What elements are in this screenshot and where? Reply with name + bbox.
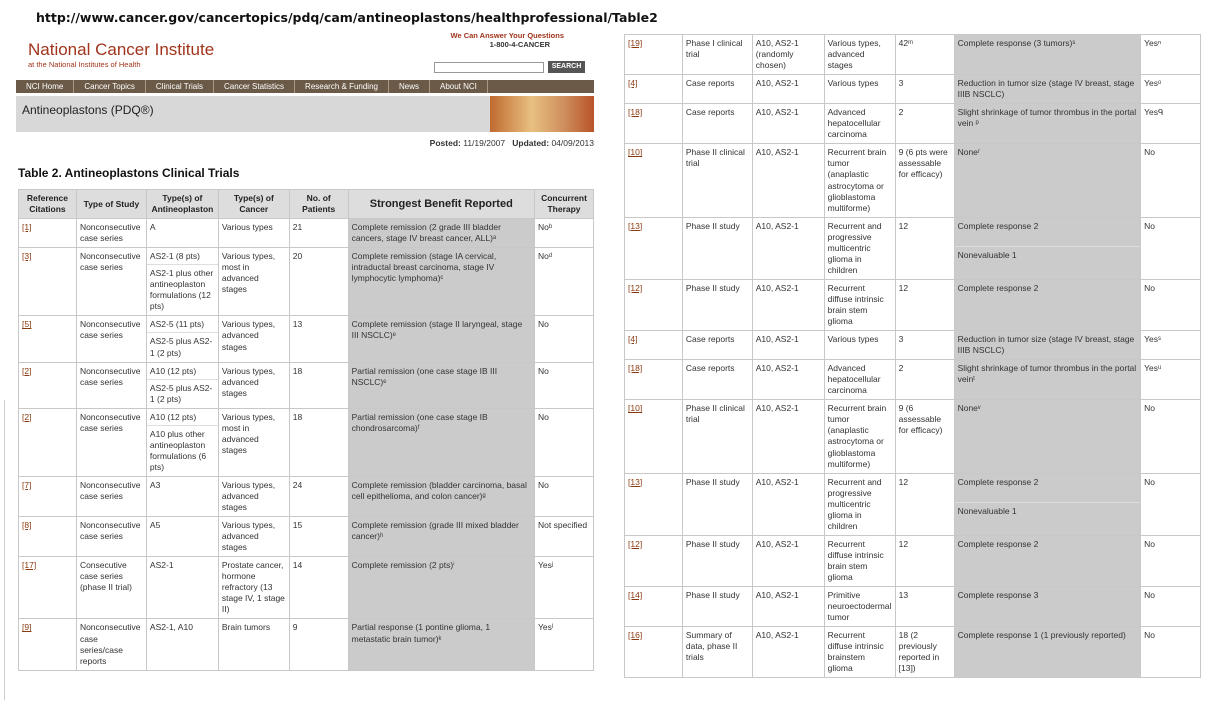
study-type-cell: Case reports	[682, 331, 752, 360]
reference-link[interactable]: [3]	[22, 251, 32, 262]
ref-cell	[625, 331, 683, 360]
antineoplaston-cell	[752, 587, 824, 627]
nav-item[interactable]: NCI Home	[16, 80, 74, 93]
antineoplaston-cell	[146, 557, 218, 619]
study-type-cell: Phase II clinical trial	[682, 400, 752, 473]
therapy-cell: Yesʲ	[535, 557, 594, 619]
benefit-cell	[348, 362, 534, 408]
antineoplaston-cell	[146, 517, 218, 557]
study-type-cell: Phase I clinical trial	[682, 35, 752, 75]
antineoplaston-entry: A10, AS2-1	[755, 334, 799, 345]
table-row	[625, 75, 1201, 104]
benefit-cell	[954, 279, 1141, 330]
antineoplaston-cell	[146, 219, 218, 248]
benefit-entry: Reduction in tumor size (stage IV breast, stage IIIB NSCLC)	[957, 78, 1135, 100]
table-row	[19, 362, 594, 408]
posted-label: Posted:	[429, 138, 461, 148]
cancer-type-cell: Advanced hepatocellular carcinoma	[824, 104, 895, 144]
patients-cell: 3	[895, 75, 954, 104]
site-header	[16, 28, 594, 78]
study-type-cell: Phase II study	[682, 279, 752, 330]
ref-cell	[625, 279, 683, 330]
study-type-cell: Case reports	[682, 75, 752, 104]
ref-cell	[625, 400, 683, 473]
reference-link[interactable]: [10]	[628, 147, 643, 158]
therapy-cell: Not specified	[535, 517, 594, 557]
reference-link[interactable]: [14]	[628, 590, 643, 601]
cancer-type-cell: Various types, advanced stages	[824, 35, 895, 75]
benefit-entry: Complete response (3 tumors)ˢ	[957, 38, 1076, 48]
antineoplaston-entry: AS2-5 (11 pts)	[149, 319, 205, 330]
reference-link[interactable]: [1]	[22, 222, 32, 233]
table-row	[19, 476, 594, 516]
therapy-cell: Yesˡ	[535, 619, 594, 670]
patients-cell: 9 (6 pts were assessable for efficacy)	[895, 144, 954, 217]
benefit-cell	[954, 144, 1141, 217]
antineoplaston-entry: AS2-5 plus AS2-1 (2 pts)	[147, 379, 218, 405]
study-type-cell: Nonconsecutive case series	[76, 219, 146, 248]
reference-link[interactable]: [18]	[628, 363, 643, 374]
benefit-cell	[348, 316, 534, 362]
antineoplaston-cell	[146, 408, 218, 476]
study-type-cell: Phase II study	[682, 217, 752, 279]
antineoplaston-entry: A10, AS2-1	[755, 220, 799, 231]
patients-cell: 2	[895, 360, 954, 400]
benefit-entry: Complete response 3	[957, 590, 1039, 601]
patients-cell: 12	[895, 217, 954, 279]
benefit-entry: Complete response 2	[957, 220, 1039, 231]
study-type-cell: Nonconsecutive case series	[76, 248, 146, 316]
ref-cell	[625, 104, 683, 144]
therapy-cell: No	[535, 362, 594, 408]
posted-dates	[430, 138, 594, 148]
therapy-cell: No	[1141, 627, 1201, 678]
benefit-entry: Complete remission (stage IA cervical, intraductal breast carcinoma, stage IV lymphocytic lymphoma)ᶜ	[351, 251, 497, 284]
patients-cell: 18	[289, 408, 348, 476]
benefit-cell	[954, 217, 1141, 279]
cancer-type-cell: Recurrent and progressive multicentric glioma in children	[824, 473, 895, 535]
ref-cell	[625, 144, 683, 217]
therapy-cell: No	[1141, 217, 1201, 279]
study-type-cell: Phase II study	[682, 473, 752, 535]
table-row	[625, 331, 1201, 360]
benefit-entry: Slight shrinkage of tumor thrombus in the portal veinᵗ	[957, 363, 1137, 385]
ref-cell	[19, 316, 77, 362]
table-row	[625, 217, 1201, 279]
table-row	[625, 627, 1201, 678]
benefit-cell	[954, 75, 1141, 104]
ref-cell	[625, 217, 683, 279]
benefit-cell	[954, 587, 1141, 627]
antineoplaston-cell	[752, 360, 824, 400]
reference-link[interactable]: [9]	[22, 622, 32, 633]
benefit-cell	[348, 476, 534, 516]
table-row	[625, 473, 1201, 535]
antineoplaston-cell	[752, 35, 824, 75]
benefit-entry: Partial response (1 pontine glioma, 1 metastatic brain tumor)ᵏ	[351, 622, 491, 644]
therapy-cell: No	[1141, 400, 1201, 473]
posted-date: 11/19/2007	[463, 138, 506, 148]
benefit-entry: Nonevaluable 1	[955, 246, 1141, 261]
benefit-cell	[348, 408, 534, 476]
patients-cell: 2	[895, 104, 954, 144]
antineoplaston-entry: AS2-5 plus AS2-1 (2 pts)	[147, 332, 218, 358]
therapy-cell: No	[535, 408, 594, 476]
antineoplaston-entry: A10, AS2-1	[755, 282, 799, 293]
reference-link[interactable]: [2]	[22, 365, 32, 376]
antineoplaston-entry: AS2-1	[149, 560, 174, 571]
phone-tagline: We Can Answer Your Questions	[450, 31, 564, 40]
table-title: Table 2. Antineoplastons Clinical Trials	[18, 166, 240, 180]
header-photo	[490, 96, 594, 132]
antineoplaston-entry: A	[149, 222, 156, 233]
benefit-entry: Complete remission (bladder carcinoma, basal cell epithelioma, and colon cancer)ᵍ	[351, 479, 527, 501]
study-type-cell: Nonconsecutive case series	[76, 517, 146, 557]
ref-cell	[625, 473, 683, 535]
patients-cell: 24	[289, 476, 348, 516]
reference-link[interactable]: [19]	[628, 38, 643, 48]
patients-cell: 9	[289, 619, 348, 670]
antineoplaston-entry: A10, AS2-1	[755, 476, 799, 487]
table-row	[625, 35, 1201, 75]
patients-cell: 3	[895, 331, 954, 360]
study-type-cell: Consecutive case series (phase II trial)	[76, 557, 146, 619]
antineoplaston-cell	[146, 619, 218, 670]
antineoplaston-cell	[146, 476, 218, 516]
patients-cell: 13	[289, 316, 348, 362]
right-page	[624, 34, 1204, 696]
table-row	[625, 400, 1201, 473]
benefit-entry: Reduction in tumor size (stage IV breast, stage IIIB NSCLC)	[957, 334, 1135, 356]
nav-item[interactable]: About NCI	[430, 80, 488, 93]
table-row	[625, 587, 1201, 627]
ref-cell	[625, 627, 683, 678]
main-nav	[16, 80, 594, 93]
table-row	[19, 517, 594, 557]
cancer-type-cell: Various types, advanced stages	[218, 517, 289, 557]
antineoplaston-entry: A10, AS2-1	[755, 630, 799, 641]
benefit-entry: Nonevaluable 1	[955, 502, 1141, 517]
patients-cell: 14	[289, 557, 348, 619]
ref-cell	[625, 35, 683, 75]
antineoplaston-cell	[752, 473, 824, 535]
reference-link[interactable]: [16]	[628, 630, 643, 641]
benefit-entry: Complete remission (2 pts)ⁱ	[351, 560, 455, 571]
ref-cell	[19, 517, 77, 557]
cancer-type-cell: Recurrent diffuse intrinsic brainstem glioma	[824, 627, 895, 678]
antineoplaston-entry: A3	[149, 479, 161, 490]
patients-cell: 18	[289, 362, 348, 408]
benefit-cell	[954, 331, 1141, 360]
reference-link[interactable]: [18]	[628, 107, 643, 118]
nav-item[interactable]: News	[389, 80, 430, 93]
trials-table-right	[624, 34, 1201, 678]
left-page	[16, 28, 594, 704]
ref-cell	[19, 248, 77, 316]
reference-link[interactable]: [4]	[628, 78, 638, 89]
antineoplaston-cell	[752, 104, 824, 144]
antineoplaston-cell	[146, 362, 218, 408]
antineoplaston-entry: A10 (12 pts)	[149, 411, 197, 422]
reference-link[interactable]: [4]	[628, 334, 638, 345]
column-header: Reference Citations	[19, 190, 77, 219]
therapy-cell: Yesᑫ	[1141, 104, 1201, 144]
therapy-cell: No	[535, 316, 594, 362]
benefit-cell	[954, 104, 1141, 144]
ref-cell	[625, 75, 683, 104]
benefit-entry: Partial remission (one case stage IB III NSCLC)ᵉ	[351, 365, 498, 387]
cancer-type-cell: Various types, advanced stages	[218, 316, 289, 362]
therapy-cell: Noᵇ	[535, 219, 594, 248]
study-type-cell: Nonconsecutive case series	[76, 476, 146, 516]
cancer-type-cell: Advanced hepatocellular carcinoma	[824, 360, 895, 400]
table-row	[19, 219, 594, 248]
table-row	[19, 248, 594, 316]
benefit-entry: Complete response 1 (1 previously reported)	[957, 630, 1126, 641]
study-type-cell: Phase II clinical trial	[682, 144, 752, 217]
cancer-type-cell: Prostate cancer, hormone refractory (13 stage IV, 1 stage II)	[218, 557, 289, 619]
antineoplaston-entry: A10, AS2-1	[755, 403, 799, 414]
benefit-entry: Complete response 2	[957, 282, 1039, 293]
study-type-cell: Nonconsecutive case series/case reports	[76, 619, 146, 670]
table-row	[625, 535, 1201, 586]
cancer-type-cell: Various types, most in advanced stages	[218, 408, 289, 476]
updated-date: 04/09/2013	[551, 138, 594, 148]
reference-link[interactable]: [17]	[22, 560, 37, 571]
antineoplaston-cell	[752, 75, 824, 104]
patients-cell: 21	[289, 219, 348, 248]
ref-cell	[19, 476, 77, 516]
table-row	[19, 619, 594, 670]
nav-item[interactable]: Clinical Trials	[146, 80, 214, 93]
cancer-type-cell: Recurrent diffuse intrinsic brain stem glioma	[824, 535, 895, 586]
reference-link[interactable]: [8]	[22, 520, 32, 531]
cancer-type-cell: Various types	[824, 331, 895, 360]
antineoplaston-entry: A10, AS2-1 (randomly chosen)	[755, 38, 799, 71]
study-type-cell: Summary of data, phase II trials	[682, 627, 752, 678]
reference-link[interactable]: [12]	[628, 538, 643, 549]
therapy-cell: Yesˢ	[1141, 331, 1201, 360]
benefit-entry: Noneʳ	[957, 147, 980, 158]
page-divider	[4, 400, 5, 700]
antineoplaston-cell	[752, 627, 824, 678]
therapy-cell: No	[1141, 535, 1201, 586]
patients-cell: 18 (2 previously reported in [13])	[895, 627, 954, 678]
ref-cell	[19, 557, 77, 619]
therapy-cell: Yesᵒ	[1141, 75, 1201, 104]
antineoplaston-entry: A10 plus other antineoplaston formulations (6 pts)	[147, 425, 218, 473]
therapy-cell: No	[1141, 587, 1201, 627]
reference-link[interactable]: [5]	[22, 319, 32, 330]
reference-link[interactable]: [13]	[628, 220, 643, 231]
benefit-entry: Complete response 2	[957, 538, 1039, 549]
cancer-type-cell: Various types, advanced stages	[218, 362, 289, 408]
antineoplaston-entry: A10, AS2-1	[755, 590, 799, 601]
benefit-cell	[954, 627, 1141, 678]
cancer-type-cell: Recurrent brain tumor (anaplastic astrocytoma or glioblastoma multiforme)	[824, 144, 895, 217]
benefit-entry: Slight shrinkage of tumor thrombus in the portal vein ᵖ	[957, 107, 1137, 129]
table-row	[625, 279, 1201, 330]
column-header: No. of Patients	[289, 190, 348, 219]
antineoplaston-cell	[752, 144, 824, 217]
antineoplaston-cell	[752, 279, 824, 330]
study-type-cell: Phase II study	[682, 535, 752, 586]
patients-cell: 20	[289, 248, 348, 316]
benefit-cell	[954, 473, 1141, 535]
reference-link[interactable]: [13]	[628, 476, 643, 487]
reference-link[interactable]: [10]	[628, 403, 643, 414]
benefit-cell	[348, 517, 534, 557]
column-header: Strongest Benefit Reported	[348, 190, 534, 219]
table-row	[19, 316, 594, 362]
ref-cell	[625, 587, 683, 627]
trials-table-left	[18, 189, 594, 671]
patients-cell: 12	[895, 279, 954, 330]
benefit-cell	[954, 360, 1141, 400]
antineoplaston-cell	[752, 400, 824, 473]
cancer-type-cell: Brain tumors	[218, 619, 289, 670]
page-title-bar	[16, 96, 594, 132]
benefit-entry: Noneᵛ	[957, 403, 981, 414]
cancer-type-cell: Various types, most in advanced stages	[218, 248, 289, 316]
cancer-type-cell: Various types	[824, 75, 895, 104]
column-header: Type(s) of Antineoplaston	[146, 190, 218, 219]
table-row	[19, 408, 594, 476]
therapy-cell: No	[535, 476, 594, 516]
patients-cell: 9 (6 assessable for efficacy)	[895, 400, 954, 473]
study-type-cell: Case reports	[682, 360, 752, 400]
therapy-cell: Yesⁿ	[1141, 35, 1201, 75]
table-row	[19, 557, 594, 619]
cancer-type-cell: Recurrent diffuse intrinsic brain stem glioma	[824, 279, 895, 330]
study-type-cell: Nonconsecutive case series	[76, 408, 146, 476]
benefit-cell	[954, 400, 1141, 473]
antineoplaston-entry: AS2-1 plus other antineoplaston formulations (12 pts)	[147, 264, 218, 312]
nci-logo-sub: at the National Institutes of Health	[28, 60, 141, 69]
benefit-entry: Complete response 2	[957, 476, 1039, 487]
therapy-cell: No	[1141, 279, 1201, 330]
cancer-type-cell: Various types, advanced stages	[218, 476, 289, 516]
antineoplaston-entry: AS2-1, A10	[149, 622, 193, 633]
patients-cell: 15	[289, 517, 348, 557]
study-type-cell: Case reports	[682, 104, 752, 144]
antineoplaston-entry: A5	[149, 520, 161, 531]
ref-cell	[19, 219, 77, 248]
study-type-cell: Nonconsecutive case series	[76, 362, 146, 408]
ref-cell	[19, 362, 77, 408]
antineoplaston-entry: A10, AS2-1	[755, 363, 799, 374]
therapy-cell: No	[1141, 144, 1201, 217]
antineoplaston-entry: AS2-1 (8 pts)	[149, 251, 200, 262]
ref-cell	[625, 360, 683, 400]
updated-label: Updated:	[512, 138, 550, 148]
ref-cell	[19, 619, 77, 670]
patients-cell: 13	[895, 587, 954, 627]
search-input[interactable]	[434, 62, 544, 73]
therapy-cell: Yesᵘ	[1141, 360, 1201, 400]
ref-cell	[625, 535, 683, 586]
benefit-cell	[348, 219, 534, 248]
patients-cell: 12	[895, 535, 954, 586]
reference-link[interactable]: [12]	[628, 282, 643, 293]
study-type-cell: Nonconsecutive case series	[76, 316, 146, 362]
ref-cell	[19, 408, 77, 476]
antineoplaston-cell	[752, 331, 824, 360]
antineoplaston-cell	[752, 535, 824, 586]
nav-item[interactable]: Cancer Statistics	[214, 80, 295, 93]
benefit-cell	[954, 35, 1141, 75]
phone-number: 1-800-4-CANCER	[489, 40, 550, 49]
cancer-type-cell: Various types	[218, 219, 289, 248]
cancer-type-cell: Primitive neuroectodermal tumor	[824, 587, 895, 627]
benefit-cell	[348, 248, 534, 316]
benefit-cell	[348, 619, 534, 670]
study-type-cell: Phase II study	[682, 587, 752, 627]
reference-link[interactable]: [7]	[22, 479, 32, 490]
antineoplaston-entry: A10 (12 pts)	[149, 365, 197, 376]
reference-link[interactable]: [2]	[22, 411, 32, 422]
benefit-entry: Complete remission (2 grade III bladder cancers, stage IV breast cancer, ALL)ᵃ	[351, 222, 501, 244]
nci-logo[interactable]: National Cancer Institute	[28, 40, 215, 59]
benefit-cell	[348, 557, 534, 619]
patients-cell: 42ᵐ	[895, 35, 954, 75]
table-row	[625, 104, 1201, 144]
antineoplaston-entry: A10, AS2-1	[755, 538, 799, 549]
nav-item[interactable]: Cancer Topics	[74, 80, 146, 93]
source-url: http://www.cancer.gov/cancertopics/pdq/cam/antineoplastons/healthprofessional/Table2	[36, 10, 658, 25]
therapy-cell: Noᵈ	[535, 248, 594, 316]
column-header: Concurrent Therapy	[535, 190, 594, 219]
benefit-entry: Complete remission (grade III mixed bladder cancer)ʰ	[351, 520, 519, 542]
therapy-cell: No	[1141, 473, 1201, 535]
cancer-type-cell: Recurrent brain tumor (anaplastic astrocytoma or glioblastoma multiforme)	[824, 400, 895, 473]
antineoplaston-entry: A10, AS2-1	[755, 107, 799, 118]
patients-cell: 12	[895, 473, 954, 535]
column-header: Type of Study	[76, 190, 146, 219]
benefit-entry: Complete remission (stage II laryngeal, stage III NSCLC)ᵉ	[351, 319, 523, 341]
antineoplaston-entry: A10, AS2-1	[755, 78, 799, 89]
search-button[interactable]: SEARCH	[548, 61, 585, 73]
antineoplaston-entry: A10, AS2-1	[755, 147, 799, 158]
benefit-entry: Partial remission (one case stage IB chondrosarcoma)ᶠ	[351, 411, 488, 433]
cancer-type-cell: Recurrent and progressive multicentric glioma in children	[824, 217, 895, 279]
antineoplaston-cell	[146, 316, 218, 362]
benefit-cell	[954, 535, 1141, 586]
page-title: Antineoplastons (PDQ®)	[22, 103, 154, 117]
antineoplaston-cell	[146, 248, 218, 316]
column-header: Type(s) of Cancer	[218, 190, 289, 219]
nav-item[interactable]: Research & Funding	[295, 80, 389, 93]
table-row	[625, 360, 1201, 400]
table-row	[625, 144, 1201, 217]
antineoplaston-cell	[752, 217, 824, 279]
